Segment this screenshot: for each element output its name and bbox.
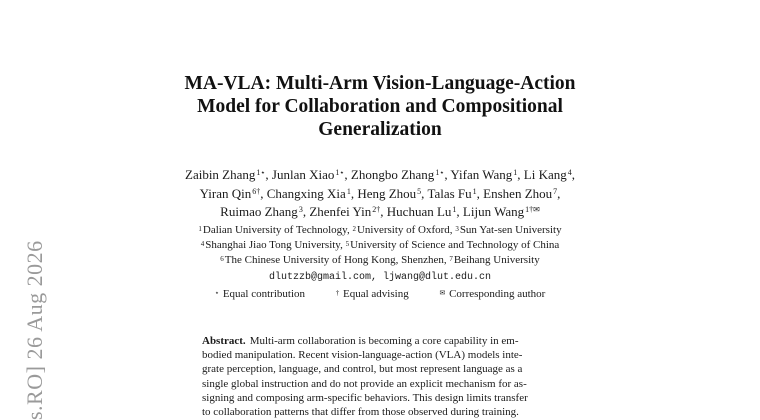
affiliation-mark: 6	[220, 255, 224, 263]
author-mark: 1	[513, 168, 518, 177]
author-name: Heng Zhou	[357, 185, 417, 201]
affiliation-text: The Chinese University of Hong Kong, Shenzhen,	[224, 254, 450, 266]
affiliation-mark: 4	[200, 240, 205, 248]
author-sep: ,	[571, 167, 575, 182]
abstract-line: grate perception, language, and control, but most represent language as a	[202, 363, 523, 376]
affiliation-mark: 3	[455, 225, 459, 233]
author-mark: 4	[567, 168, 572, 177]
author-line	[100, 203, 660, 222]
abstract-line	[202, 334, 560, 348]
author-name: Huchuan Lu	[386, 204, 452, 219]
author-sep: ,	[344, 167, 351, 182]
affiliation-text: Shanghai Jiao Tong University,	[205, 239, 346, 251]
abstract	[202, 334, 560, 419]
affiliation-text: University of Science and Technology of China	[350, 239, 560, 251]
author-name: Junlan Xiao	[271, 167, 335, 182]
affiliation-mark: 2	[352, 225, 356, 233]
author-sep: ,	[302, 204, 310, 219]
author-mark: 6†	[252, 186, 261, 196]
author-name: Enshen Zhou	[483, 185, 553, 201]
affiliation-text: Dalian University of Technology,	[202, 224, 353, 236]
affiliation-text: Sun Yat-sen University	[459, 224, 562, 236]
author-mark: 3	[298, 205, 303, 214]
affiliation-mark: 7	[449, 255, 453, 263]
abstract-heading: Abstract.	[202, 335, 246, 347]
title-line-2: Model for Collaboration and Compositional	[197, 96, 563, 117]
author-mark: 1⋆	[435, 168, 445, 177]
author-mark: 1⋆	[256, 168, 266, 177]
note-equal-contribution	[215, 287, 305, 302]
author-sep: ,	[476, 185, 484, 201]
author-name: Ruimao Zhang	[220, 204, 298, 219]
author-name: Yiran Qin	[199, 185, 252, 201]
author-sep: ,	[260, 185, 267, 201]
author-name: Lijun Wang	[462, 204, 525, 219]
abstract-text: Multi-arm collaboration is becoming a core capability in em-	[249, 335, 519, 347]
abstract-line: to collaboration patterns that differ from those observed during training.	[202, 406, 519, 419]
affiliation-line	[100, 223, 660, 238]
author-sep: ,	[456, 204, 463, 219]
author-sep: ,	[421, 185, 428, 201]
author-name: Zaibin Zhang	[185, 167, 256, 182]
abstract-line: signing and composing arm-specific behaviors. This design limits transfer	[202, 391, 528, 404]
note-text: Equal contribution	[222, 288, 306, 300]
author-name: Changxing Xia	[266, 185, 346, 201]
author-mark: 2†	[372, 205, 381, 214]
affiliation-text: University of Oxford,	[356, 224, 456, 236]
author-mark: 1†✉	[525, 205, 540, 214]
author-mark: 5	[417, 186, 422, 196]
note-symbol: ⋆	[214, 289, 220, 297]
note-equal-advising	[336, 287, 409, 302]
note-symbol: †	[335, 289, 340, 297]
footnote-legend	[100, 287, 660, 302]
author-name: Yifan Wang	[450, 167, 513, 182]
author-emails[interactable]: dlutzzb@gmail.com, ljwang@dlut.edu.cn	[268, 272, 492, 283]
note-text: Equal advising	[343, 288, 409, 300]
note-corresponding-author	[439, 287, 545, 302]
author-sep: ,	[557, 185, 561, 201]
abstract-line: single global instruction and do not provide an explicit mechanism for as-	[202, 377, 527, 390]
paper-title	[130, 72, 630, 141]
author-sep: ,	[380, 204, 387, 219]
author-mark: 7	[553, 186, 558, 196]
author-sep: ,	[265, 167, 272, 182]
affiliation-mark: 5	[345, 240, 350, 248]
affiliation-line	[100, 238, 660, 253]
author-sep: ,	[517, 167, 524, 182]
author-sep: ,	[444, 167, 451, 182]
author-name: Li Kang	[523, 167, 567, 182]
title-line-1: MA-VLA: Multi-Arm Vision-Language-Action	[184, 73, 576, 94]
author-name: Zhenfei Yin	[309, 204, 372, 219]
author-sep: ,	[350, 185, 358, 201]
arxiv-watermark: s.RO] 26 Aug 2026	[22, 240, 47, 420]
note-symbol: ✉	[439, 289, 446, 297]
author-list	[100, 166, 660, 222]
author-name: Talas Fu	[427, 185, 472, 201]
note-text: Corresponding author	[449, 288, 546, 300]
author-mark: 1⋆	[335, 168, 345, 177]
abstract-line: bodied manipulation. Recent vision-language-action (VLA) models inte-	[202, 349, 523, 362]
author-mark: 1	[346, 186, 351, 196]
affiliation-line	[100, 253, 660, 268]
author-name: Zhongbo Zhang	[350, 167, 435, 182]
author-line	[100, 185, 660, 204]
author-mark: 1	[452, 205, 457, 214]
title-line-3: Generalization	[318, 119, 442, 140]
affiliation-mark: 1	[198, 225, 202, 233]
author-mark: 1	[472, 186, 477, 196]
affiliations	[100, 223, 660, 302]
affiliation-text: Beihang University	[453, 254, 540, 266]
author-line	[100, 166, 660, 185]
